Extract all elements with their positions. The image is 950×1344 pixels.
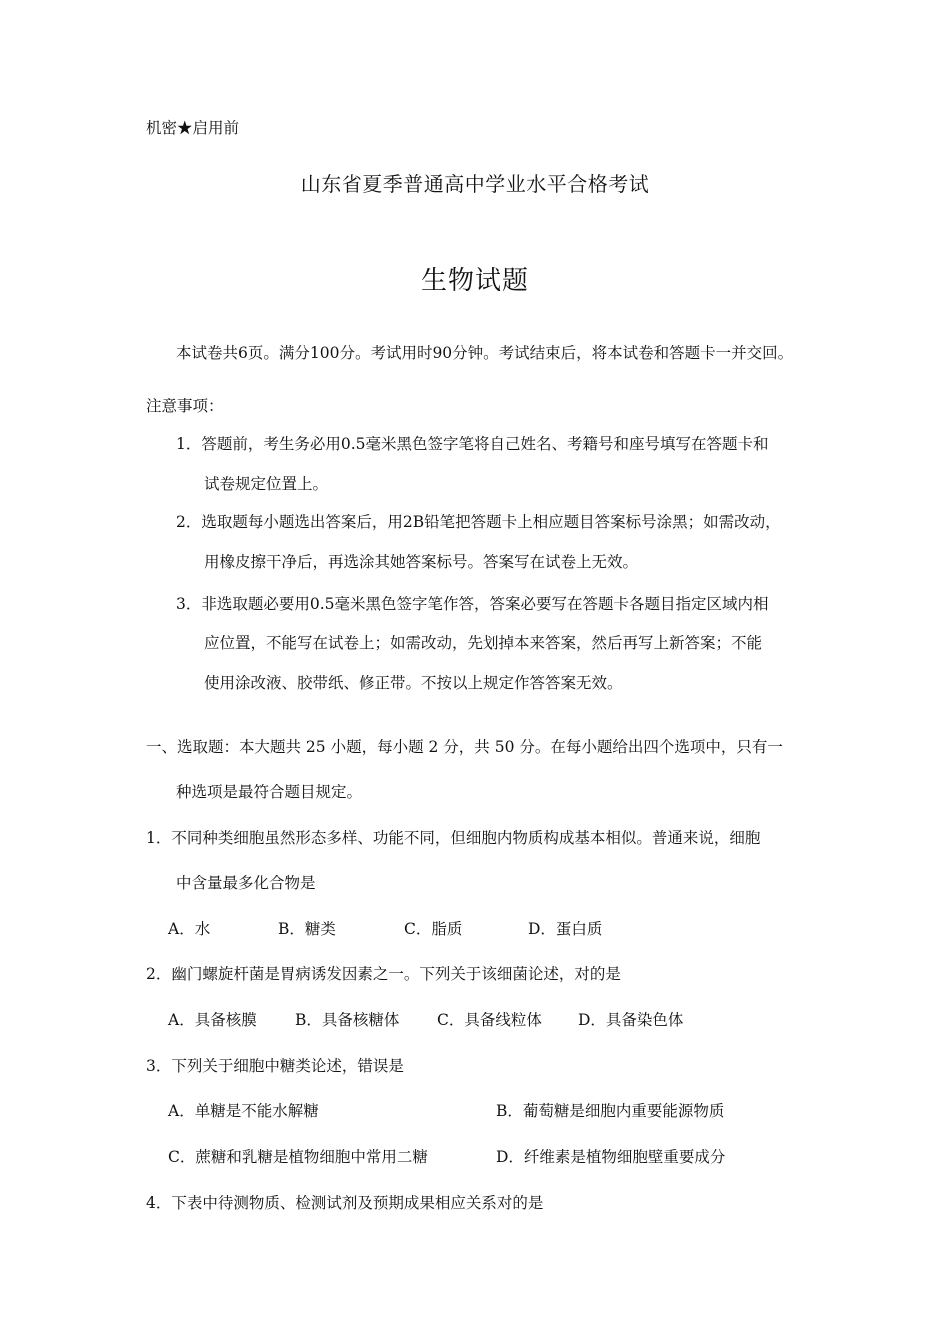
question-1-stem-line-1: 1．不同种类细胞虽然形态多样、功能不同，但细胞内物质构成基本相似。普通来说，细胞 [146, 829, 761, 847]
note-2-line-2: 用橡皮擦干净后，再选涂其她答案标号。答案写在试卷上无效。 [204, 553, 639, 571]
question-2-stem: 2．幽门螺旋杆菌是胃病诱发因素之一。下列关于该细菌论述，对的是 [146, 965, 621, 983]
question-1-option-d: D．蛋白质 [528, 920, 603, 938]
question-3-option-d: D．纤维素是植物细胞壁重要成分 [496, 1148, 726, 1166]
question-3-option-b: B．葡萄糖是细胞内重要能源物质 [496, 1102, 725, 1120]
question-1-option-b: B．糖类 [278, 920, 336, 938]
notes-heading: 注意事项： [146, 397, 224, 415]
note-1-line-1: 1．答题前，考生务必用0.5毫米黑色签字笔将自己姓名、考籍号和座号填写在答题卡和 [176, 435, 769, 453]
question-2-option-a: A．具备核膜 [168, 1011, 257, 1029]
subject-title: 生物试题 [420, 266, 529, 296]
question-1-option-c: C．脂质 [404, 920, 463, 938]
note-3-line-3: 使用涂改液、胶带纸、修正带。不按以上规定作答答案无效。 [204, 674, 623, 692]
question-2-option-d: D．具备染色体 [578, 1011, 684, 1029]
question-1-stem-line-2: 中含量最多化合物是 [176, 874, 316, 892]
confidential-label: 机密★启用前 [146, 119, 240, 137]
question-3-stem: 3．下列关于细胞中糖类论述，错误是 [146, 1057, 404, 1075]
exam-title: 山东省夏季普通高中学业水平合格考试 [300, 172, 650, 196]
note-2-line-1: 2．选取题每小题选出答案后，用2B铅笔把答题卡上相应题目答案标号涂黑；如需改动， [176, 513, 781, 531]
intro-text: 本试卷共6页。满分100分。考试用时90分钟。考试结束后，将本试卷和答题卡一并交回。 [176, 344, 794, 362]
question-2-option-b: B．具备核糖体 [295, 1011, 400, 1029]
note-3-line-2: 应位置，不能写在试卷上；如需改动，先划掉本来答案，然后再写上新答案；不能 [204, 634, 763, 652]
question-1-option-a: A．水 [168, 920, 211, 938]
question-2-option-c: C．具备线粒体 [437, 1011, 542, 1029]
question-3-option-c: C．蔗糖和乳糖是植物细胞中常用二糖 [168, 1148, 428, 1166]
note-1-line-2: 试卷规定位置上。 [204, 475, 329, 493]
section-1-heading-line-2: 种选项是最符合题目规定。 [176, 783, 363, 801]
section-1-heading-line-1: 一、选取题：本大题共 25 小题，每小题 2 分，共 50 分。在每小题给出四个选项中，只有一 [146, 738, 783, 756]
question-4-stem: 4．下表中待测物质、检测试剂及预期成果相应关系对的是 [146, 1194, 544, 1212]
note-3-line-1: 3．非选取题必要用0.5毫米黑色签字笔作答，答案必要写在答题卡各题目指定区域内相 [176, 595, 769, 613]
question-3-option-a: A．单糖是不能水解糖 [168, 1102, 319, 1120]
